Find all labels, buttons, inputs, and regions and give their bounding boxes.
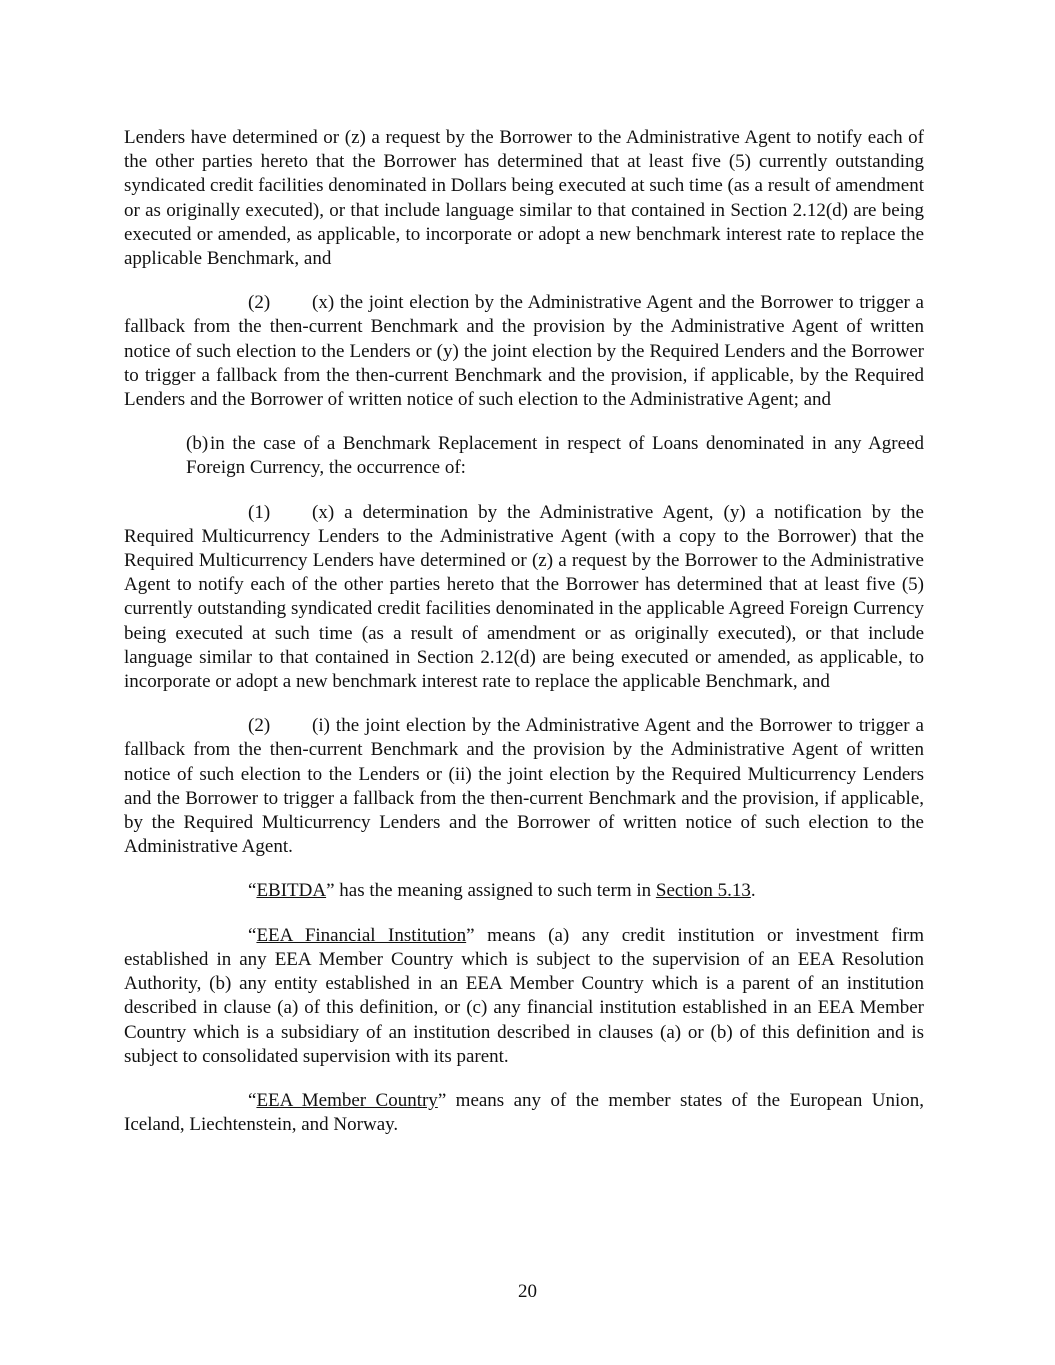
- defined-term: EBITDA: [256, 880, 327, 902]
- page-number: 20: [518, 1281, 537, 1302]
- definition-ebitda: [124, 879, 924, 903]
- definition-eea-financial-institution: [124, 924, 924, 1069]
- paragraph-text: (i) the joint election by the Administrative Agent and the Borrower to trigger a fallback from the then-current Benchmark and the provision by the Administrative Agent of written notice of such election to the Lenders or (ii) the joint election by the Required Multicurrency Lenders and the Borrower to trigger a fallback from the then-current Benchmark and the provision, if applicable, by the Required Multicurrency Lenders and the Borrower of written notice of such election to the Administrative Agent.: [124, 715, 924, 858]
- definition-text: ” means (a) any credit institution or investment firm established in any EEA Member Country which is subject to the supervision of an EEA Resolution Authority, (b) any entity established in an EEA Member Country which is a parent of an institution described in clause (a) of this definition, or (c) any financial institution established in an EEA Member Country which is a subsidiary of an institution described in clauses (a) or (b) of this definition and is subject to consolidated supervision with its parent.: [124, 924, 924, 1067]
- paragraph-lenders-determined: [124, 126, 924, 271]
- definition-eea-member-country: [124, 1089, 924, 1137]
- definition-text: ” means any of the member states of the European Union, Iceland, Liechtenstein, and Norway.: [124, 1089, 925, 1136]
- paragraph-text: Lenders have determined or (z) a request by the Borrower to the Administrative Agent to notify each of the other parties hereto that the Borrower has determined that at least five (5) currently outstanding syndicated credit facilities denominated in Dollars being executed at such time (as a result of amendment or as originally executed), or that include language similar to that contained in Section 2.12(d) are being executed or amended, as applicable, to incorporate or adopt a new benchmark interest rate to replace the applicable Benchmark, and: [124, 127, 924, 270]
- section-reference: Section 5.13: [655, 880, 751, 902]
- open-quote: “: [248, 1089, 257, 1111]
- paragraph-text: in the case of a Benchmark Replacement in respect of Loans denominated in any Agreed Foreign Currency, the occurrence of:: [186, 433, 924, 479]
- open-quote: “: [248, 880, 257, 902]
- document-body: [124, 126, 924, 1157]
- clause-label: (b): [186, 433, 209, 455]
- definition-text-end: .: [750, 880, 756, 902]
- open-quote: “: [248, 924, 257, 946]
- paragraph-clause-b-2: [124, 714, 924, 859]
- defined-term: EEA Financial Institution: [256, 924, 467, 946]
- paragraph-text: (x) a determination by the Administrative Agent, (y) a notification by the Required Multicurrency Lenders to the Administrative Agent (with a copy to the Borrower) that the Required Multicurrency Lenders have determined or (z) a request by the Borrower to the Administrative Agent to notify each of the other parties hereto that the Borrower has determined that at least five (5) currently outstanding syndicated credit facilities denominated in the applicable Agreed Foreign Currency being executed at such time (as a result of amendment or as originally executed), or that include language similar to that contained in Section 2.12(d) are being executed or amended, as applicable, to incorporate or adopt a new benchmark interest rate to replace the applicable Benchmark, and: [124, 501, 924, 693]
- paragraph-clause-b: [186, 432, 924, 480]
- paragraph-clause-b-1: [124, 501, 924, 695]
- defined-term: EEA Member Country: [256, 1089, 438, 1111]
- clause-number: (2): [248, 715, 271, 737]
- clause-number: (1): [248, 501, 271, 523]
- clause-number: (2): [248, 292, 271, 314]
- definition-text: ” has the meaning assigned to such term in: [326, 880, 656, 902]
- paragraph-text: (x) the joint election by the Administrative Agent and the Borrower to trigger a fallback from the then-current Benchmark and the provision by the Administrative Agent of written notice of such election to the Lenders or (y) the joint election by the Required Lenders and the Borrower to trigger a fallback from the then-current Benchmark and the provision, if applicable, by the Required Lenders and the Borrower of written notice of such election to the Administrative Agent; and: [124, 292, 924, 411]
- paragraph-clause-a-2: [124, 291, 924, 412]
